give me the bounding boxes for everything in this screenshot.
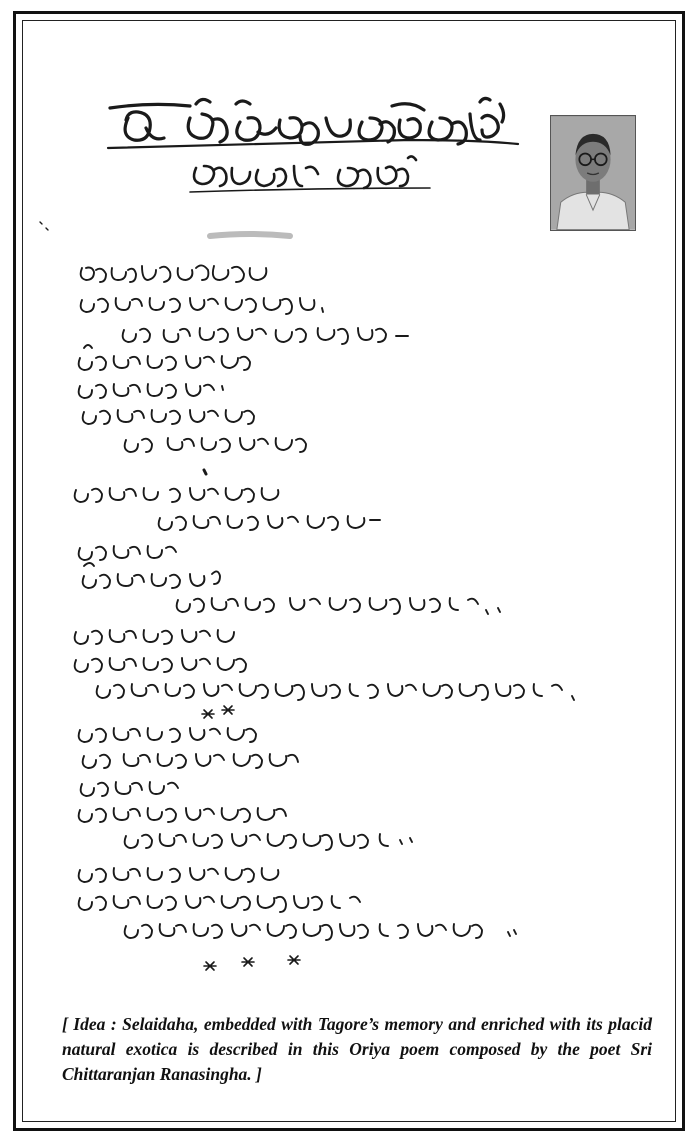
star-separator-end [204, 956, 300, 970]
poem-caption: [ Idea : Selaidaha, embedded with Tagore’s memory and enriched with its placid natural exotica is described in this Oriya poem composed by the poet Sri Chittaranjan Ranasingha. ] [62, 1014, 652, 1084]
